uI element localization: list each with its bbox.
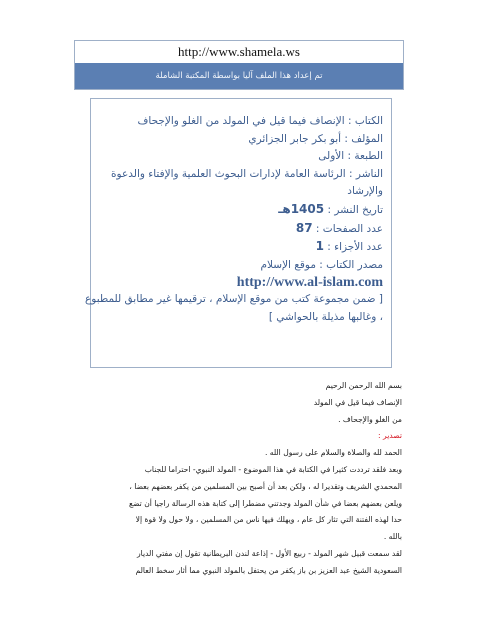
book-page-count [99,220,383,239]
book-publish-date [99,201,383,220]
generated-note: تم إعداد هذا الملف آليا بواسطة المكتبة الشاملة [75,63,403,89]
collection-note-cont: ، وغالبها مذيلة بالحواشي ] [268,310,383,323]
paragraph-line: المحمدي الشريف وتقديرا له ، ولكن بعد أن أصبح بين المسلمين من يكفر بعضهم بعضا ، [129,481,402,491]
source-url-link[interactable]: http://www.al-islam.com [236,275,383,291]
basmala-line: بسم الله الرحمن الرحيم [325,381,402,390]
paragraph-line: بالله . [383,532,402,542]
book-content [72,378,402,580]
paragraph-line: حدا لهذه الفتنة التي تثار كل عام ، ويهلك فيها ناس من المسلمين ، ولا حول ولا قوة إلا [135,515,402,525]
book-edition: الطبعة : الأولى [318,150,383,163]
paragraph-line: ويلعن بعضهم بعضا في شأن المولد وجدتني مضطرا إلى كتابة هذه الرسالة راجيا أن تضع [129,498,402,508]
page-count-label: عدد الصفحات : [312,222,383,235]
paragraph-line: السعودية الشيخ عبد العزيز بن باز يكفر من يحتفل بالمولد النبوي مما أثار سخط العالم [135,565,402,575]
section-heading: تصدير : [378,431,402,441]
book-title: الكتاب : الإنصاف فيما قيل في المولد من الغلو والإجحاف [137,115,383,127]
header-box [74,40,404,90]
paragraph-line: الحمد لله والصلاة والسلام على رسول الله . [264,448,402,458]
book-source: مصدر الكتاب : موقع الإسلام [260,258,383,271]
publish-date-value: 1405هـ [278,201,325,216]
content-title-line: الإنصاف فيما قيل في المولد [313,397,402,407]
content-title-line-cont: من الغلو والإجحاف . [338,414,402,424]
part-count-label: عدد الأجزاء : [323,241,383,254]
site-url[interactable]: http://www.shamela.ws [75,41,403,63]
part-count-value: 1 [315,239,324,254]
publish-date-label: تاريخ النشر : [324,203,383,216]
paragraph-line: وبعد فلقد ترددت كثيرا في الكتابة في هذا الموضوع - المولد النبوي- احتراما للجناب [144,464,402,474]
book-author: المؤلف : أبو بكر جابر الجزائري [248,132,383,145]
book-publisher: الناشر : الرئاسة العامة لإدارات البحوث العلمية والإفتاء والدعوة [111,167,383,180]
collection-note: [ ضمن مجموعة كتب من موقع الإسلام ، ترقيمها غير مطابق للمطبوع [85,293,383,306]
book-part-count [99,238,383,257]
page-count-value: 87 [295,220,313,235]
paragraph-line: لقد سمعت قبيل شهر المولد - ربيع الأول - إذاعة لندن البريطانية تقول إن مفتي الديار [136,548,402,558]
book-info-box [85,98,392,368]
book-publisher-cont: والإرشاد [347,185,383,198]
